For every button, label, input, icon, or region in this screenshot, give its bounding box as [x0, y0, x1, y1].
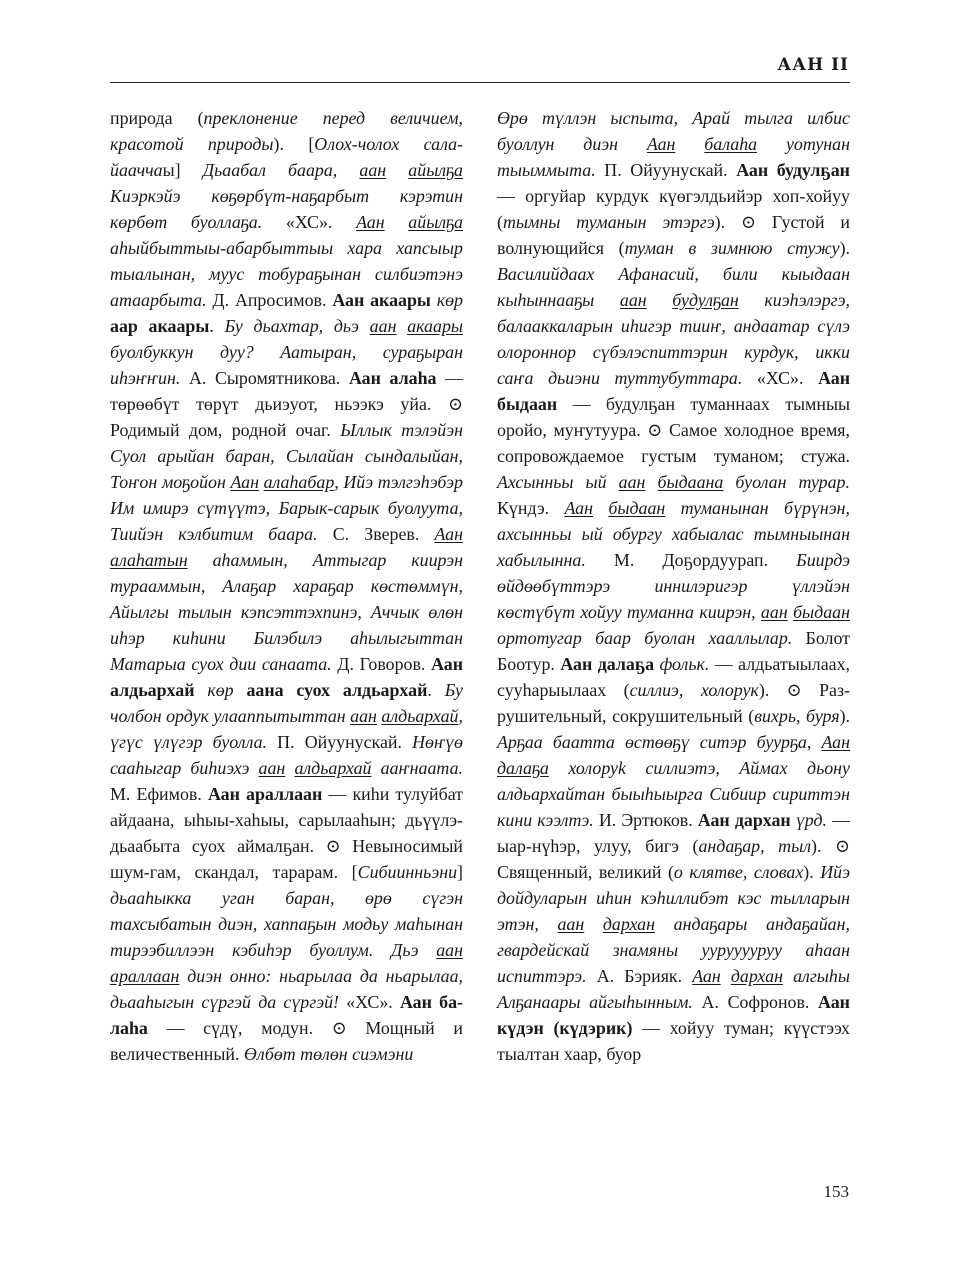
text-run: Василийдаах Афанасий, били кыыдаан кыһыннааҕы [497, 264, 850, 310]
text-run [234, 680, 247, 700]
underlined-term: балаһа [704, 134, 758, 154]
text-run: аһаммын, Аттыгар киирэн турааммын, Алаҕар хараҕар көстөммүн, Айылгы тылын кэпсэттэхпинэ, Аччык өлөн иһэр киһини Билэбилэ аһылыгыттан Матарыа суох дии санаата. [110, 550, 463, 674]
underlined-term: араллаан [110, 966, 180, 986]
headword: Аан дархан [697, 810, 791, 830]
underlined-term: Аан [230, 472, 259, 492]
headword: Аан алдьархай [110, 654, 463, 700]
text-run: А. Бэрияк. [586, 966, 693, 986]
text-run: үрд. [795, 810, 828, 830]
text-run: — алдьатыылаах, сууһарыылаах ( [497, 654, 850, 700]
underlined-term: Аан [692, 966, 721, 986]
text-run [386, 160, 408, 180]
text-run: туманынан бүрүнэн, ахсынньы ый обургу хабыалас тымныынан хабылынна. [497, 498, 850, 570]
text-run: дьааһыкка угaн баран, өрө сүгэн тахсыбатын диэн, хаппаҕын модьу маһынан тирээбиллээн кэбиһэр буоллум. Дьэ [110, 888, 463, 960]
underlined-term: Аан [356, 212, 385, 232]
text-run: андаҕар, тыл [698, 836, 811, 856]
text-run: , үгүс үлүгэр буолла. [110, 706, 463, 752]
underlined-term: быдаан [793, 602, 850, 622]
underlined-term: аан [760, 602, 788, 622]
text-run: — төрөөбүт төрүт дьиэуот, ньээкэ уйа. ⊙ Родимый дом, родной очаг. [110, 368, 463, 440]
text-run: буолан турар. [723, 472, 850, 492]
text-run: буолбуккун дуу? Аатыран, сураҕыран иһэҥҥин. [110, 342, 463, 388]
underlined-term: аан [350, 706, 377, 726]
text-run: Дьаабал баара, [202, 160, 360, 180]
text-run: ). ⊙ Священный, великий ( [497, 836, 850, 882]
right-column-text [497, 105, 850, 1067]
text-run: туман в зимнюю стужу [624, 238, 840, 258]
underlined-term: аан [258, 758, 286, 778]
text-run [385, 212, 409, 232]
text-run: И. Эртюков. [593, 810, 698, 830]
underlined-term: Аан [821, 732, 850, 752]
text-run: Олох-чолох салайаачча [110, 134, 463, 180]
underlined-term: алдьархай [381, 706, 459, 726]
text-run: ). ⊙ Густой и волнующийся ( [497, 212, 850, 258]
underlined-term: айылҕа [408, 212, 463, 232]
text-run: аһыйбыттыы-абарбыттыы хара хапсыыр тыалынан, муус тобураҕынан силбиэтэнэ атаарбыта. [110, 238, 463, 310]
left-column [110, 105, 463, 1067]
underlined-term: аан [618, 472, 646, 492]
text-run: Киэркэйэ көҕөрбүт-наҕарбыт кэрэтин көрбөт буоллаҕа. [110, 186, 463, 232]
text-run [593, 498, 608, 518]
text-run: көр [436, 290, 463, 310]
text-run: М. Ефимов. [110, 784, 208, 804]
text-run: Ахсынньы ый [497, 472, 619, 492]
text-run: природа ( [110, 108, 204, 128]
text-run: Бу дьахтар, дьэ [224, 316, 370, 336]
underlined-term: быдаана [657, 472, 724, 492]
text-run: Болот Боотур. [497, 628, 850, 674]
headword: Аан күдэн (күдэрик) [497, 992, 850, 1038]
text-run: Биирдэ өйдөөбүттэрэ иннилэригэр үллэйэн көстүбүт хойуу туманна киирэн, [497, 550, 850, 622]
underlined-term: алдьархай [294, 758, 372, 778]
text-run [195, 680, 208, 700]
right-column [497, 105, 850, 1067]
text-run: Ийэ дойдуларын иһин кэһиллибэт кэс тылларын этэн, [497, 862, 850, 934]
text-run: Өлбөт төлөн сиэмэни [243, 1044, 414, 1064]
text-run: Ыллык тэлэйэн Суол арыйан баран, Сылайан сындалыйан, Тоҥон моҕойон [110, 420, 463, 492]
text-run: С. Зверев. [317, 524, 435, 544]
headword: аар акаары [110, 316, 210, 336]
text-run: о клятве, словах [673, 862, 804, 882]
text-run: П. Ойуунускай. [595, 160, 737, 180]
text-run: ортотугар баар буолан хааллылар. [497, 628, 793, 648]
text-run: Нөҥүө сааһыгар биһиэхэ [110, 732, 463, 778]
text-run: А. Софронов. [692, 992, 819, 1012]
headword: Аан быдаан [497, 368, 850, 414]
text-run: — хойуу туман; күүстээх тыалтан хаар, буор [497, 1018, 850, 1064]
text-run: . [427, 680, 445, 700]
text-run: вихрь, буря [754, 706, 840, 726]
text-run: Д. Говоров. [331, 654, 432, 674]
text-run: алгыһы Алҕанаары айгыһынным. [497, 966, 850, 1012]
text-run: — оргуйар курдук күөгэлдьийэр хоп-хойуу ( [497, 186, 850, 232]
text-run: ). [839, 238, 850, 258]
text-run: «ХС». [262, 212, 357, 232]
text-run [396, 316, 407, 336]
text-run: фольк. [659, 654, 710, 674]
text-run: ы] [162, 160, 203, 180]
text-run: ] [457, 862, 463, 882]
text-run: Д. Апросимов. [206, 290, 333, 310]
underlined-term: будулҕан [672, 290, 739, 310]
text-run: Өрө түллэн ыспыта, Арай тылга илбис буоллун диэн [497, 108, 850, 154]
headword: аана суох алдьархай [246, 680, 428, 700]
text-run: , Ийэ тэлгэһэбэр Им имирэ сүтүүтэ, Барык-сарык буолуута, Тиийэн кэлбитим баара. [110, 472, 463, 544]
text-run: «ХС». [339, 992, 400, 1012]
text-run: — ыар-нүһэр, улуу, бигэ ( [497, 810, 850, 856]
text-run: ). [839, 706, 850, 726]
text-run [675, 134, 704, 154]
headword: Аан будулҕан [736, 160, 850, 180]
text-run: ). [ [273, 134, 315, 154]
headword: Аан акаары [332, 290, 431, 310]
text-run: Арҕаа баатта өстөөҕү ситэр буурҕа, [497, 732, 822, 752]
header-title: ААН II [777, 55, 849, 75]
header-rule [110, 82, 850, 83]
underlined-term: аан [619, 290, 647, 310]
headword: Аан балаһа [110, 992, 463, 1038]
left-column-text [110, 105, 463, 1067]
text-run: — сүдү, модун. ⊙ Мощный и величественный. [110, 1018, 463, 1064]
headword: Аан араллаан [207, 784, 323, 804]
text-run: диэн онно: ньарылаа да ньарылаа, дьааһыгын сүргэй да сүргэй! [110, 966, 463, 1012]
page-number: 153 [823, 1182, 849, 1201]
text-run: М. Доҕордуурап. [585, 550, 797, 570]
underlined-term: далаҕа [497, 758, 549, 778]
text-run: Сибиинньэни [357, 862, 458, 882]
underlined-term: Аан [564, 498, 593, 518]
underlined-term: Аан [434, 524, 463, 544]
underlined-term: алаһабар [263, 472, 335, 492]
underlined-term: акаары [407, 316, 464, 336]
underlined-term: быдаан [608, 498, 666, 518]
text-run: П. Ойуунускай. [267, 732, 413, 752]
text-run: . [209, 316, 225, 336]
text-run [647, 290, 673, 310]
headword: Аан далаҕа [560, 654, 655, 674]
text-run: холоруk силлиэтэ, Аймах дьону алдьархайтан быыһыырга Сибиир сириттэн кини кээлтэ. [497, 758, 850, 830]
text-run: ). ⊙ Разрушительный, сокрушительный ( [497, 680, 851, 726]
underlined-term: аан [557, 914, 585, 934]
text-run: тымны туманын этэргэ [502, 212, 715, 232]
text-run: ). [803, 862, 821, 882]
text-run [645, 472, 657, 492]
text-run: А. Сыромятникова. [180, 368, 349, 388]
text-run: уотунан тыыммыта. [497, 134, 850, 180]
text-run: киэһэлэргэ, балааккаларын иһигэр тииҥ, андаатар сүлэ олороннор сүбэлэспиттэрин курдук, икки саҥа дьиэни туттубуттара. [497, 290, 850, 388]
underlined-term: дархан [730, 966, 783, 986]
underlined-term: аан [369, 316, 397, 336]
underlined-term: аан [436, 940, 463, 960]
text-run: Бу чолбон ордук улааппытыттан [110, 680, 463, 726]
text-run: — будулҕан туманнаах тымныы оройо, муҥутуура. ⊙ Самое холодное время, сопровождаемое густым туманом; стужа. [497, 394, 850, 466]
headword: Аан алаһа [348, 368, 437, 388]
text-run [584, 914, 603, 934]
text-run: ааҥнаата. [371, 758, 463, 778]
text-run: андаҕары андаҕайан, гвардейскай знамяны уурууууруу аһаан испиттэрэ. [497, 914, 850, 986]
underlined-term: аан [359, 160, 387, 180]
text-run: преклонение перед величием, красотой природы [110, 108, 463, 154]
underlined-term: Аан [646, 134, 676, 154]
text-run: силлиэ, холорук [629, 680, 759, 700]
underlined-term: айылҕа [408, 160, 463, 180]
text-run: Күндэ. [497, 498, 565, 518]
underlined-term: дархан [602, 914, 655, 934]
text-run: — киһи тулуйбат айдаана, ыһыы-хаһыы, сарылааһын; дьүүлэ-дьаабыта суох аймалҕан. ⊙ Невыносимый шум-гам, скандал, тарарам. [ [110, 784, 464, 882]
text-run [721, 966, 731, 986]
underlined-term: алаһатын [110, 550, 188, 570]
text-run: «ХС». [742, 368, 819, 388]
text-run: көр [207, 680, 234, 700]
